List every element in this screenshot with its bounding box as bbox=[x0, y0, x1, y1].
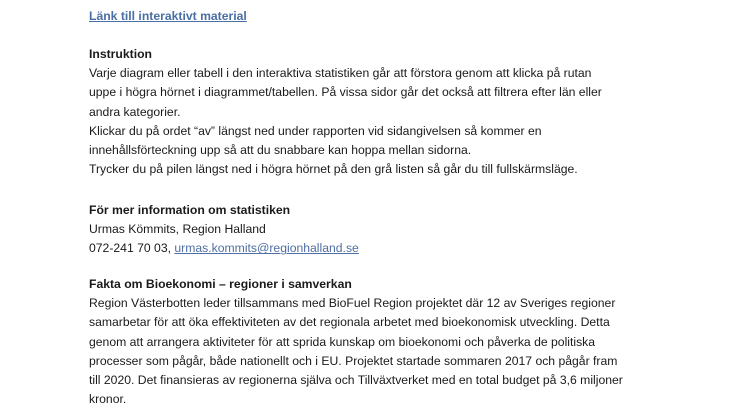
fakta-line: Region Västerbotten leder tillsammans med BioFuel Region projektet där 12 av Sveriges regioner bbox=[89, 296, 616, 311]
fakta-line: processer som pågår, både nationellt och i EU. Projektet startade sommaren 2017 och pågår fram bbox=[89, 353, 618, 368]
instruction-line: Klickar du på ordet “av” längst ned under rapporten vid sidangivelsen så kommer en bbox=[89, 123, 542, 138]
contact-details bbox=[89, 239, 359, 258]
contact-email-link[interactable]: urmas.kommits@regionhalland.se bbox=[174, 241, 359, 256]
fakta-line: till 2020. Det finansieras av regionerna själva och Tillväxtverket med en total budget på 3,6 miljoner bbox=[89, 372, 623, 387]
fakta-line: kronor. bbox=[89, 392, 127, 407]
fakta-section bbox=[89, 275, 623, 409]
fakta-line: samarbetar för att öka effektiviteten av det regionala arbetet med bioekonomisk utveckling. Detta bbox=[89, 315, 610, 330]
instruction-line: Varje diagram eller tabell i den interaktiva statistiken går att förstora genom att klicka på rutan bbox=[89, 66, 592, 81]
instruction-line: Trycker du på pilen längst ned i högra hörnet på den grå listen så går du till fullskärmsläge. bbox=[89, 162, 578, 177]
contact-name: Urmas Kömmits, Region Halland bbox=[89, 222, 266, 237]
instruction-section bbox=[89, 45, 602, 179]
instruction-line: innehållsförteckning upp så att du snabbare kan hoppa mellan sidorna. bbox=[89, 142, 472, 157]
instruction-heading: Instruktion bbox=[89, 47, 152, 61]
instruction-line: uppe i högra hörnet i diagrammet/tabellen. På vissa sidor går det också att filtrera efter län eller bbox=[89, 85, 602, 100]
more-info-heading: För mer information om statistiken bbox=[89, 203, 291, 217]
contact-phone: 072-241 70 03, bbox=[89, 241, 175, 256]
more-info-section bbox=[89, 201, 359, 259]
instruction-line: andra kategorier. bbox=[89, 104, 181, 119]
fakta-line: genom att arrangera aktiviteter för att sprida kunskap om bioekonomi och påverka de politiska bbox=[89, 334, 596, 349]
fakta-heading: Fakta om Bioekonomi – regioner i samverkan bbox=[89, 277, 352, 291]
interactive-material-link[interactable]: Länk till interaktivt material bbox=[89, 9, 247, 23]
